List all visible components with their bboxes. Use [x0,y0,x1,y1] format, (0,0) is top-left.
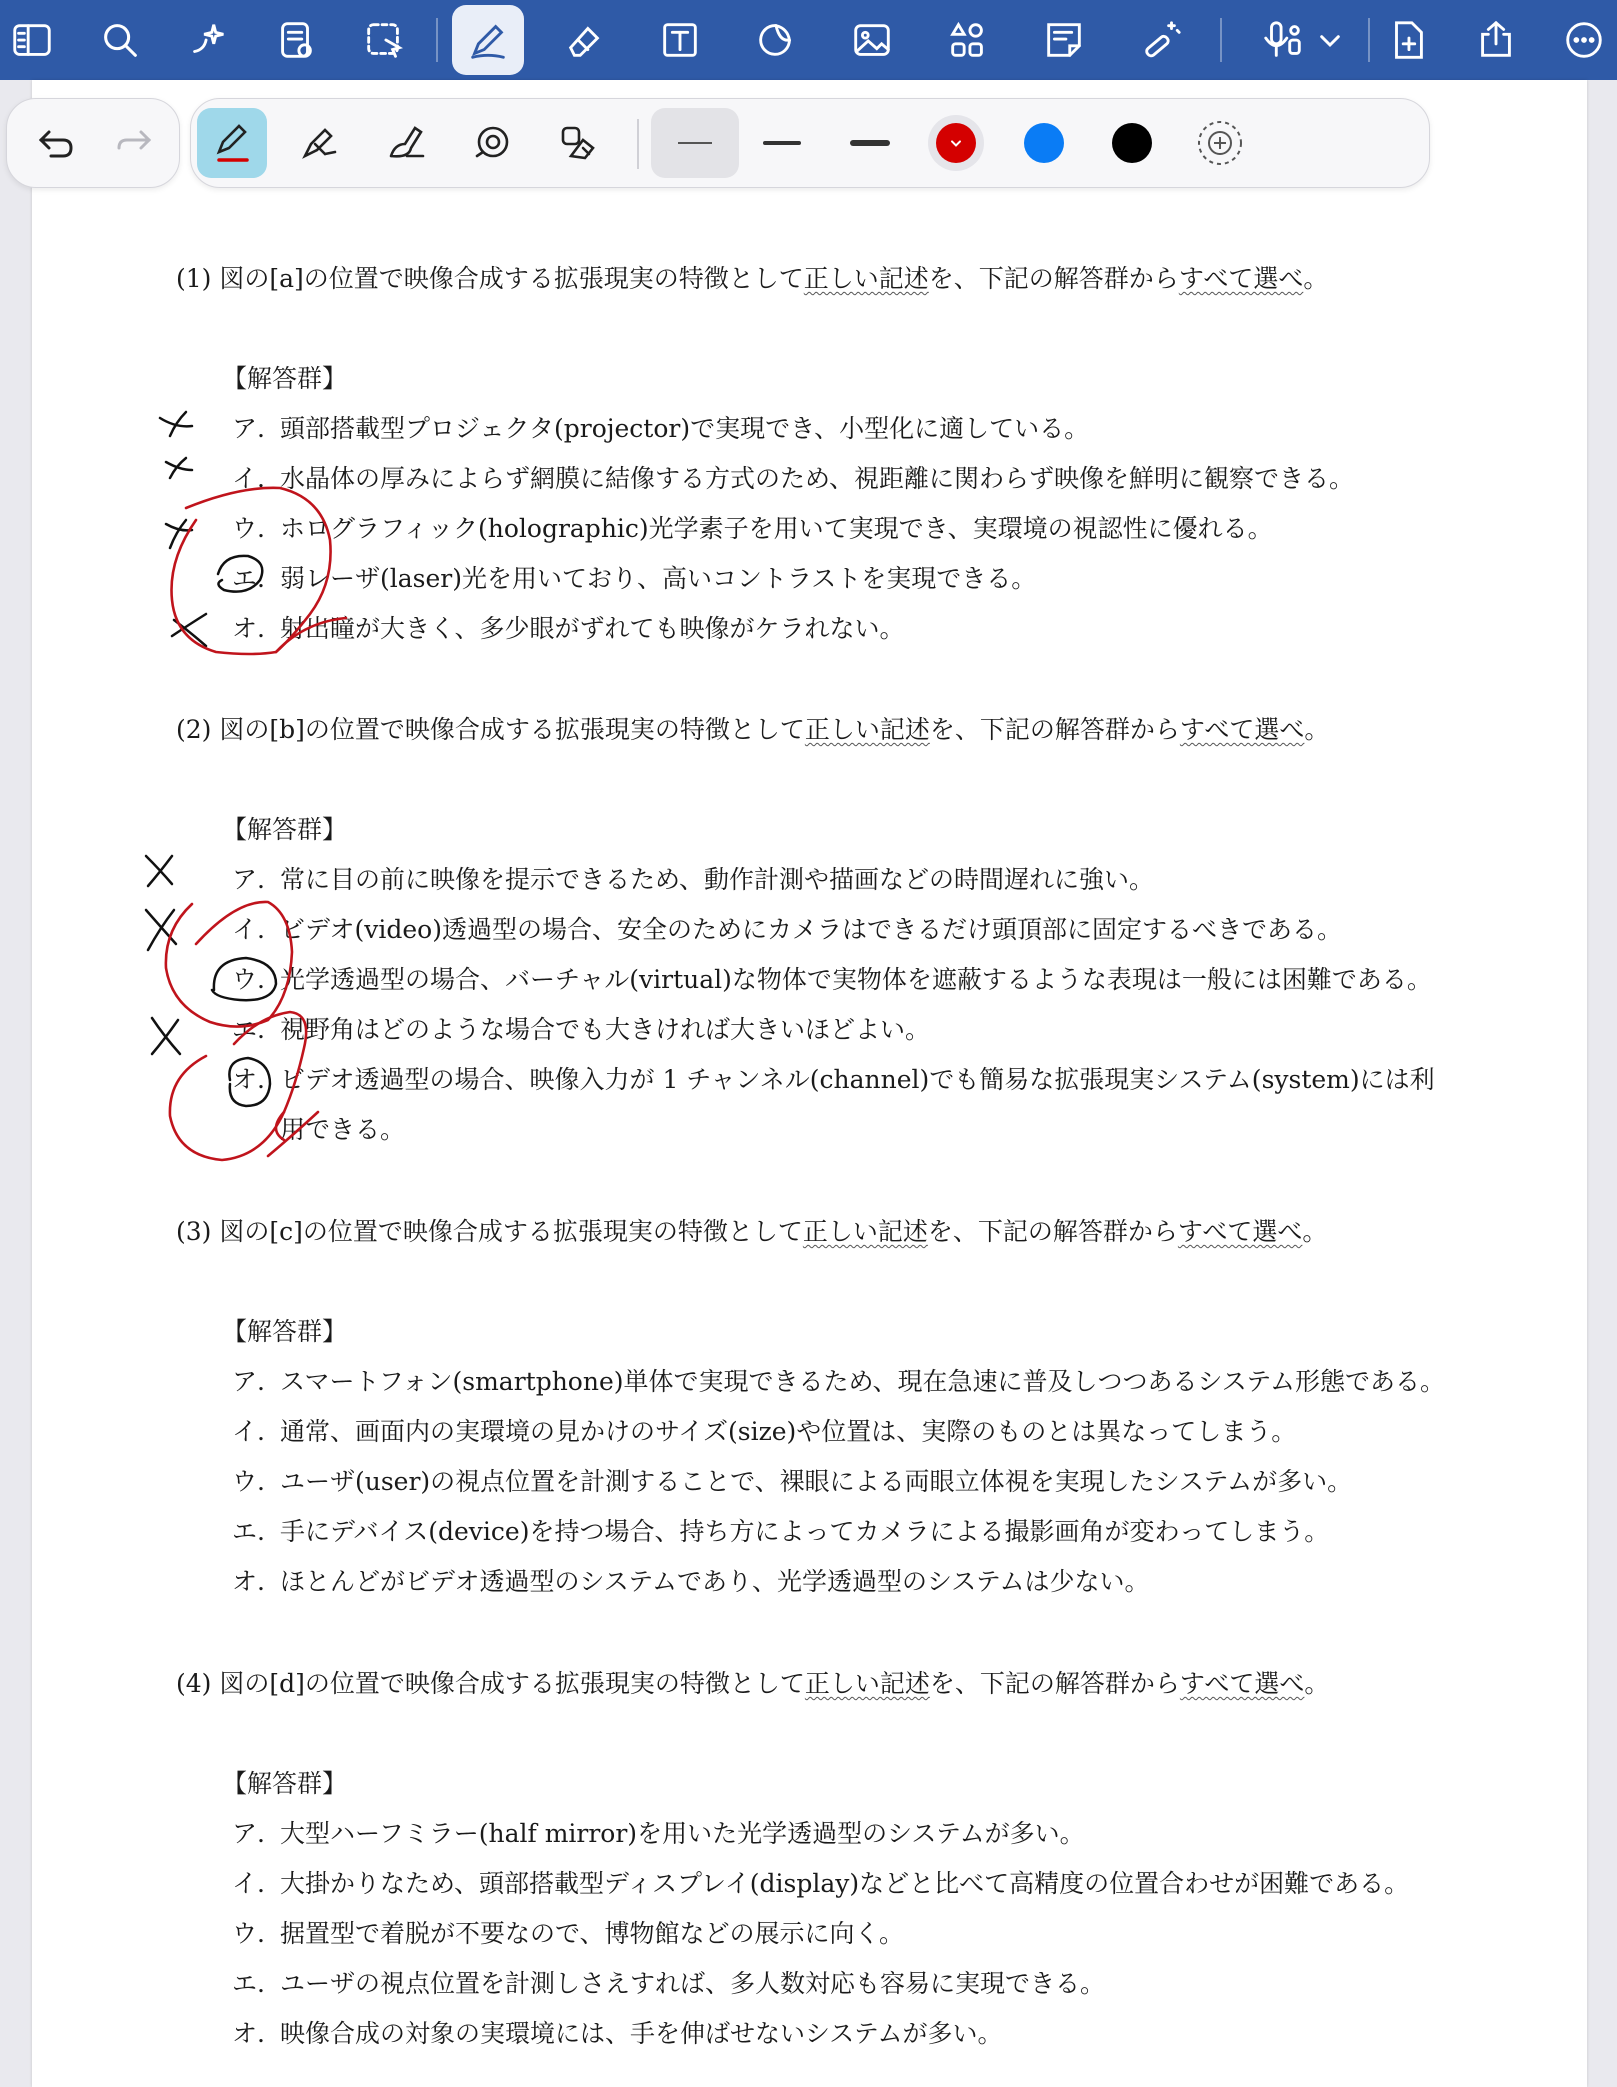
q4-option-i: イ. 大掛かりなため、頭部搭載型ディスプレイ(display)などと比べて高精度の位置合わせが困難である。 [232,1869,1410,1898]
q3-option-e: エ. 手にデバイス(device)を持つ場合、持ち方によってカメラによる撮影画角が変わってしまう。 [232,1517,1330,1546]
q2-option-o-continuation: 用できる。 [280,1115,406,1144]
question-2: (2) 図の[b]の位置で映像合成する拡張現実の特徴として正しい記述を、下記の解答群からすべて選べ。 [176,715,1330,744]
q2-option-u: ウ. 光学透過型の場合、バーチャル(virtual)な物体で実物体を遮蔽するような表現は一般には困難である。 [232,965,1432,994]
q2-option-e: エ. 視野角はどのような場合でも大きければ大きいほどよい。 [232,1015,931,1044]
q1-option-i: イ. 水晶体の厚みによらず網膜に結像する方式のため、視距離に関わらず映像を鮮明に観察できる。 [232,464,1355,493]
q3-option-u: ウ. ユーザ(user)の視点位置を計測することで、裸眼による両眼立体視を実現したシステムが多い。 [232,1467,1353,1496]
q1-option-a: ア. 頭部搭載型プロジェクタ(projector)で実現でき、小型化に適している。 [232,414,1090,443]
q4-option-a: ア. 大型ハーフミラー(half mirror)を用いた光学透過型のシステムが多い。 [232,1819,1085,1848]
q3-option-i: イ. 通常、画面内の実環境の見かけのサイズ(size)や位置は、実際のものとは異なってしまう。 [232,1417,1297,1446]
answer-group-header: 【解答群】 [222,815,348,844]
q2-option-o: オ. ビデオ透過型の場合、映像入力が 1 チャンネル(channel)でも簡易な拡張現実システム(system)には利 [232,1065,1435,1094]
q4-option-e: エ. ユーザの視点位置を計測しさえすれば、多人数対応も容易に実現できる。 [232,1969,1106,1998]
answer-group-header: 【解答群】 [222,1769,348,1798]
q2-option-i: イ. ビデオ(video)透過型の場合、安全のためにカメラはできるだけ頭頂部に固定するべきである。 [232,915,1342,944]
q4-option-o: オ. 映像合成の対象の実環境には、手を伸ばせないシステムが多い。 [232,2019,1003,2048]
q1-option-u: ウ. ホログラフィック(holographic)光学素子を用いて実現でき、実環境の視認性に優れる。 [232,514,1273,543]
q1-option-e: エ. 弱レーザ(laser)光を用いており、高いコントラストを実現できる。 [232,564,1037,593]
q4-option-u: ウ. 据置型で着脱が不要なので、博物館などの展示に向く。 [232,1919,905,1948]
q1-option-o: オ. 射出瞳が大きく、多少眼がずれても映像がケラれない。 [232,614,905,643]
question-4: (4) 図の[d]の位置で映像合成する拡張現実の特徴として正しい記述を、下記の解答群からすべて選べ。 [176,1669,1330,1698]
q3-option-a: ア. スマートフォン(smartphone)単体で実現できるため、現在急速に普及しつつあるシステム形態である。 [232,1367,1445,1396]
answer-group-header: 【解答群】 [222,1317,348,1346]
question-3: (3) 図の[c]の位置で映像合成する拡張現実の特徴として正しい記述を、下記の解答群からすべて選べ。 [176,1217,1328,1246]
question-1: (1) 図の[a]の位置で映像合成する拡張現実の特徴として正しい記述を、下記の解答群からすべて選べ。 [176,264,1329,293]
q3-option-o: オ. ほとんどがビデオ透過型のシステムであり、光学透過型のシステムは少ない。 [232,1567,1150,1596]
q2-option-a: ア. 常に目の前に映像を提示できるため、動作計測や描画などの時間遅れに強い。 [232,865,1155,894]
answer-group-header: 【解答群】 [222,364,348,393]
